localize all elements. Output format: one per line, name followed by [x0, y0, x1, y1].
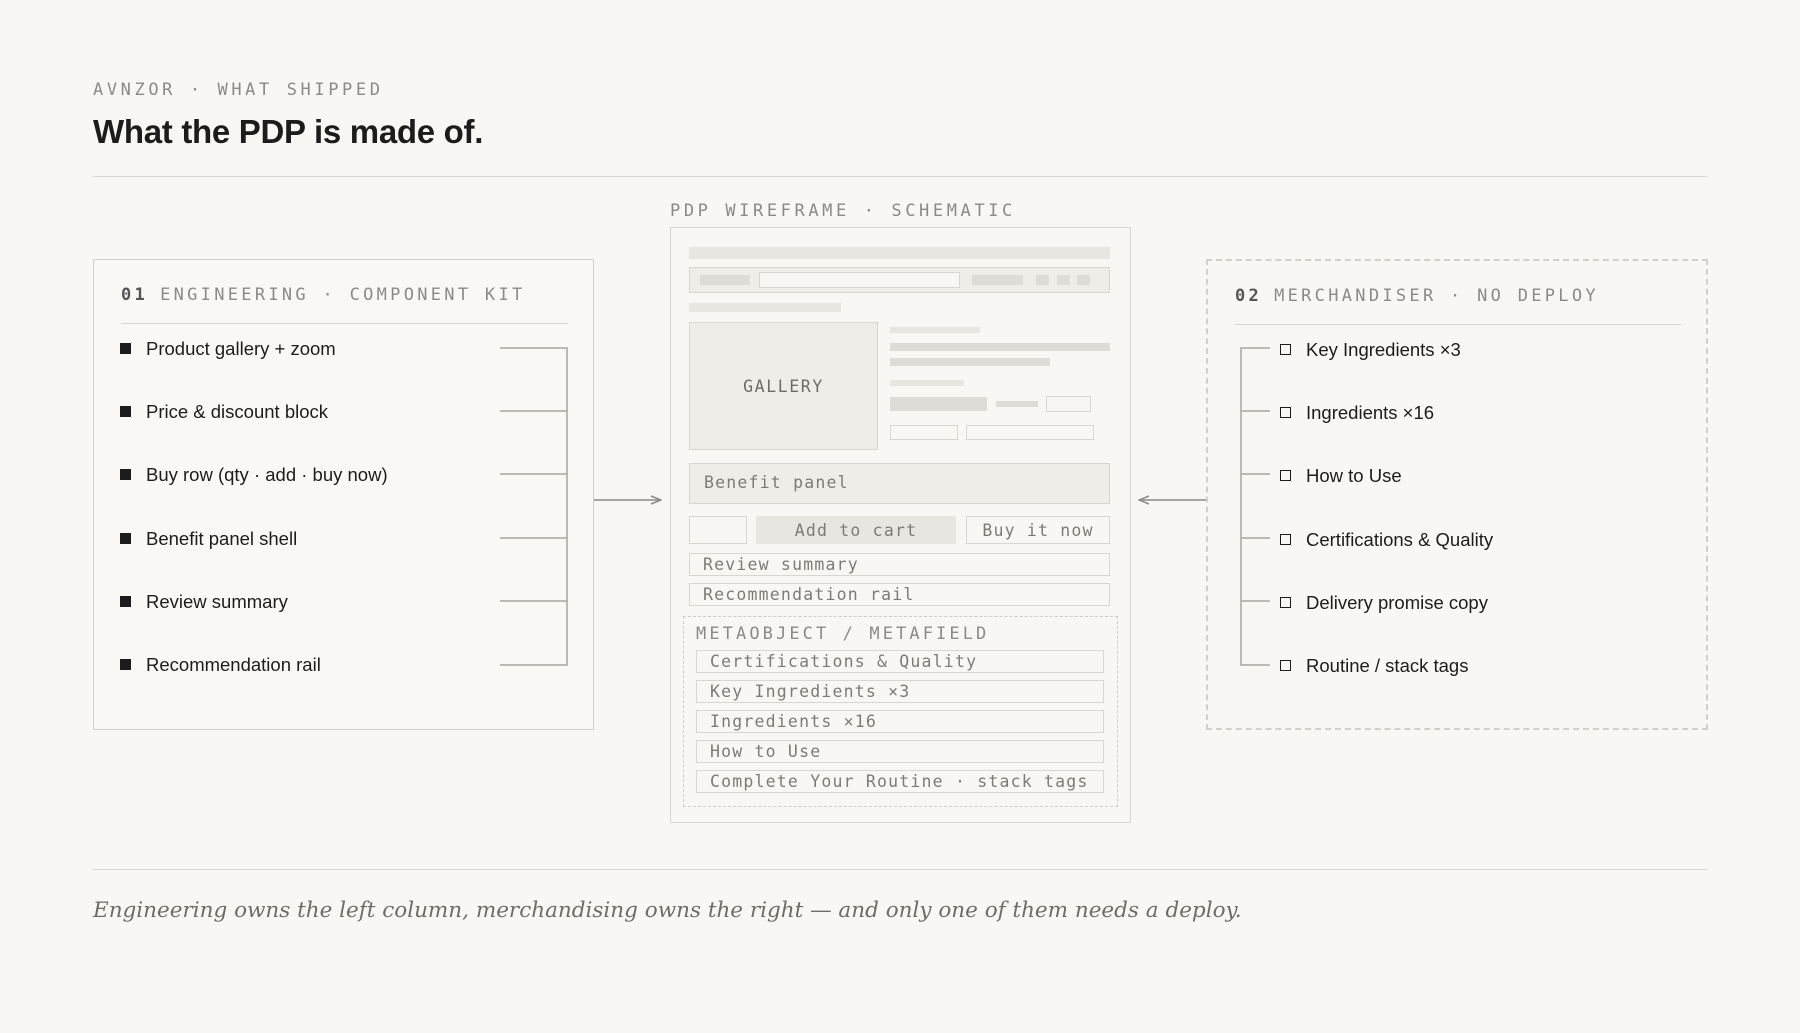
wf-vendor-line — [890, 327, 980, 333]
merchandiser-item: Ingredients ×16 — [1280, 402, 1434, 424]
engineering-item: Benefit panel shell — [120, 528, 297, 550]
wf-metaobject-label: METAOBJECT / METAFIELD — [696, 624, 990, 644]
bottom-divider — [93, 869, 1707, 870]
merchandiser-item: How to Use — [1280, 465, 1402, 487]
wf-discount-badge — [1046, 396, 1091, 412]
wf-meta-item: Ingredients ×16 — [696, 710, 1104, 733]
wf-breadcrumb — [689, 303, 841, 312]
wf-meta-item: How to Use — [696, 740, 1104, 763]
wf-title-line — [890, 343, 1110, 351]
wf-nav-icon — [1057, 275, 1070, 285]
wf-qty-input — [689, 516, 747, 544]
merchandiser-number: 02 — [1235, 286, 1263, 306]
wf-meta-item: Key Ingredients ×3 — [696, 680, 1104, 703]
eyebrow: AVNZOR · WHAT SHIPPED — [93, 80, 384, 100]
wf-variant-option — [890, 425, 958, 440]
merchandiser-item: Key Ingredients ×3 — [1280, 339, 1461, 361]
wf-review-summary: Review summary — [689, 553, 1110, 576]
page-title: What the PDP is made of. — [93, 113, 484, 150]
merchandiser-item: Routine / stack tags — [1280, 655, 1468, 677]
wf-nav-links — [972, 275, 1023, 285]
wf-price — [890, 397, 987, 411]
merchandiser-bracket — [1241, 348, 1270, 665]
wf-compare-price — [996, 401, 1038, 407]
wf-search — [759, 272, 960, 288]
engineering-item: Product gallery + zoom — [120, 338, 336, 360]
engineering-item: Review summary — [120, 591, 288, 613]
wf-benefit-panel: Benefit panel — [689, 463, 1110, 504]
wf-nav-icon — [1077, 275, 1090, 285]
wf-logo — [700, 275, 750, 285]
engineering-item: Price & discount block — [120, 401, 328, 423]
wf-variant-option — [966, 425, 1094, 440]
wf-title-line — [890, 358, 1050, 366]
merchandiser-item: Delivery promise copy — [1280, 592, 1488, 614]
engineering-bracket — [500, 348, 567, 665]
schematic-label: PDP WIREFRAME · SCHEMATIC — [670, 201, 1016, 221]
wf-add-to-cart: Add to cart — [756, 516, 956, 544]
caption: Engineering owns the left column, merchandising owns the right — and only one of them needs a deploy. — [93, 898, 1242, 923]
wf-nav-icon — [1036, 275, 1049, 285]
engineering-number: 01 — [121, 285, 149, 305]
wf-announcement-bar — [689, 247, 1110, 259]
merchandiser-label: MERCHANDISER · NO DEPLOY — [1274, 286, 1599, 306]
engineering-item: Buy row (qty · add · buy now) — [120, 464, 388, 486]
wf-recommendation-rail: Recommendation rail — [689, 583, 1110, 606]
wf-gallery: GALLERY — [689, 322, 878, 450]
engineering-item: Recommendation rail — [120, 654, 321, 676]
wf-meta-item: Complete Your Routine · stack tags — [696, 770, 1104, 793]
merchandiser-item: Certifications & Quality — [1280, 529, 1493, 551]
engineering-label: ENGINEERING · COMPONENT KIT — [160, 285, 526, 305]
wf-meta-item: Certifications & Quality — [696, 650, 1104, 673]
wf-rating-line — [890, 380, 964, 386]
wf-buy-it-now: Buy it now — [966, 516, 1110, 544]
